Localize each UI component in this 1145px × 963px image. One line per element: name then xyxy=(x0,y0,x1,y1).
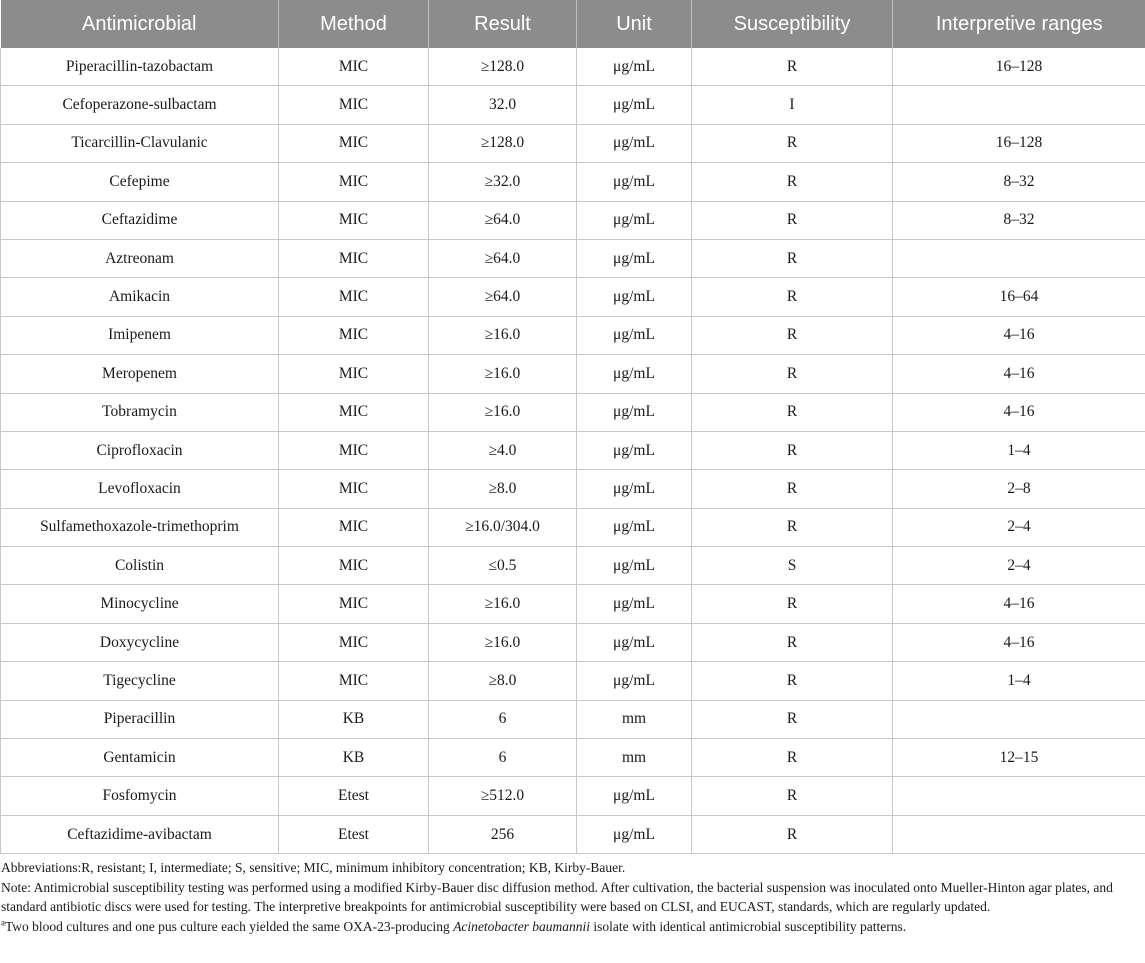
table-row xyxy=(1,739,1145,777)
result-cell: ≥512.0 xyxy=(429,777,577,815)
result-cell: ≥16.0 xyxy=(429,316,577,354)
method-cell: KB xyxy=(279,739,429,777)
table-body xyxy=(1,48,1145,854)
footnote-text-before: Two blood cultures and one pus culture each yielded the same OXA-23-producing xyxy=(5,918,454,934)
interpretive-range-cell xyxy=(893,239,1145,277)
result-cell: 32.0 xyxy=(429,86,577,124)
susceptibility-cell: R xyxy=(692,393,893,431)
antimicrobial-cell: Ceftazidime-avibactam xyxy=(1,815,279,853)
antimicrobial-cell: Meropenem xyxy=(1,355,279,393)
result-cell: ≥16.0 xyxy=(429,623,577,661)
table-row xyxy=(1,355,1145,393)
susceptibility-cell: I xyxy=(692,86,893,124)
unit-cell: μg/mL xyxy=(577,239,692,277)
unit-cell: μg/mL xyxy=(577,662,692,700)
susceptibility-cell: R xyxy=(692,163,893,201)
method-cell: MIC xyxy=(279,585,429,623)
header-method: Method xyxy=(279,0,429,48)
antimicrobial-cell: Piperacillin-tazobactam xyxy=(1,48,279,86)
result-cell: ≥8.0 xyxy=(429,662,577,700)
susceptibility-cell: R xyxy=(692,201,893,239)
table-row xyxy=(1,124,1145,162)
table-row xyxy=(1,239,1145,277)
interpretive-range-cell: 4–16 xyxy=(893,623,1145,661)
method-cell: MIC xyxy=(279,163,429,201)
unit-cell: μg/mL xyxy=(577,201,692,239)
method-cell: MIC xyxy=(279,124,429,162)
antimicrobial-cell: Amikacin xyxy=(1,278,279,316)
interpretive-range-cell: 2–8 xyxy=(893,470,1145,508)
method-cell: MIC xyxy=(279,48,429,86)
result-cell: ≥16.0 xyxy=(429,393,577,431)
method-cell: MIC xyxy=(279,547,429,585)
antimicrobial-cell: Doxycycline xyxy=(1,623,279,661)
susceptibility-cell: R xyxy=(692,700,893,738)
interpretive-range-cell: 4–16 xyxy=(893,393,1145,431)
table-row xyxy=(1,163,1145,201)
unit-cell: μg/mL xyxy=(577,777,692,815)
unit-cell: μg/mL xyxy=(577,355,692,393)
table-row xyxy=(1,508,1145,546)
susceptibility-cell: R xyxy=(692,48,893,86)
unit-cell: μg/mL xyxy=(577,547,692,585)
antimicrobial-cell: Fosfomycin xyxy=(1,777,279,815)
interpretive-range-cell xyxy=(893,86,1145,124)
table-header xyxy=(1,0,1145,48)
method-cell: MIC xyxy=(279,393,429,431)
interpretive-range-cell xyxy=(893,700,1145,738)
unit-cell: μg/mL xyxy=(577,623,692,661)
interpretive-range-cell: 12–15 xyxy=(893,739,1145,777)
susceptibility-cell: S xyxy=(692,547,893,585)
unit-cell: μg/mL xyxy=(577,48,692,86)
method-cell: MIC xyxy=(279,355,429,393)
table-row xyxy=(1,48,1145,86)
table-row xyxy=(1,700,1145,738)
table-row xyxy=(1,623,1145,661)
interpretive-range-cell: 2–4 xyxy=(893,508,1145,546)
antimicrobial-cell: Gentamicin xyxy=(1,739,279,777)
susceptibility-cell: R xyxy=(692,316,893,354)
header-antimicrobial: Antimicrobial xyxy=(1,0,279,48)
interpretive-range-cell: 4–16 xyxy=(893,355,1145,393)
method-cell: MIC xyxy=(279,239,429,277)
susceptibility-cell: R xyxy=(692,355,893,393)
interpretive-range-cell: 8–32 xyxy=(893,163,1145,201)
method-cell: KB xyxy=(279,700,429,738)
result-cell: ≥32.0 xyxy=(429,163,577,201)
table-row xyxy=(1,662,1145,700)
table-row xyxy=(1,86,1145,124)
result-cell: ≥128.0 xyxy=(429,48,577,86)
method-cell: MIC xyxy=(279,86,429,124)
unit-cell: μg/mL xyxy=(577,470,692,508)
susceptibility-cell: R xyxy=(692,585,893,623)
method-cell: MIC xyxy=(279,662,429,700)
method-cell: MIC xyxy=(279,470,429,508)
unit-cell: mm xyxy=(577,700,692,738)
antimicrobial-cell: Cefoperazone-sulbactam xyxy=(1,86,279,124)
susceptibility-cell: R xyxy=(692,623,893,661)
table-row xyxy=(1,470,1145,508)
interpretive-range-cell: 16–128 xyxy=(893,48,1145,86)
susceptibility-cell: R xyxy=(692,431,893,469)
method-cell: MIC xyxy=(279,431,429,469)
interpretive-range-cell: 4–16 xyxy=(893,316,1145,354)
antimicrobial-cell: Ciprofloxacin xyxy=(1,431,279,469)
interpretive-range-cell: 8–32 xyxy=(893,201,1145,239)
result-cell: ≥64.0 xyxy=(429,278,577,316)
result-cell: ≥128.0 xyxy=(429,124,577,162)
result-cell: ≥16.0/304.0 xyxy=(429,508,577,546)
footnote-marker: a xyxy=(1,917,5,927)
result-cell: ≥16.0 xyxy=(429,355,577,393)
interpretive-range-cell: 1–4 xyxy=(893,662,1145,700)
unit-cell: μg/mL xyxy=(577,393,692,431)
interpretive-range-cell: 2–4 xyxy=(893,547,1145,585)
interpretive-range-cell xyxy=(893,777,1145,815)
antimicrobial-cell: Cefepime xyxy=(1,163,279,201)
table-row xyxy=(1,777,1145,815)
method-cell: MIC xyxy=(279,316,429,354)
interpretive-range-cell xyxy=(893,815,1145,853)
method-cell: Etest xyxy=(279,815,429,853)
susceptibility-cell: R xyxy=(692,662,893,700)
header-result: Result xyxy=(429,0,577,48)
antimicrobial-cell: Imipenem xyxy=(1,316,279,354)
result-cell: 256 xyxy=(429,815,577,853)
antimicrobial-cell: Ceftazidime xyxy=(1,201,279,239)
footnote xyxy=(1,917,1139,937)
table-row xyxy=(1,815,1145,853)
header-susceptibility: Susceptibility xyxy=(692,0,893,48)
method-cell: MIC xyxy=(279,623,429,661)
antimicrobial-cell: Levofloxacin xyxy=(1,470,279,508)
result-cell: ≥64.0 xyxy=(429,201,577,239)
susceptibility-cell: R xyxy=(692,278,893,316)
table-row xyxy=(1,585,1145,623)
unit-cell: μg/mL xyxy=(577,316,692,354)
result-cell: ≥4.0 xyxy=(429,431,577,469)
unit-cell: μg/mL xyxy=(577,86,692,124)
result-cell: 6 xyxy=(429,700,577,738)
susceptibility-cell: R xyxy=(692,470,893,508)
susceptibility-cell: R xyxy=(692,739,893,777)
antimicrobial-cell: Sulfamethoxazole-trimethoprim xyxy=(1,508,279,546)
antimicrobial-cell: Tobramycin xyxy=(1,393,279,431)
unit-cell: μg/mL xyxy=(577,278,692,316)
header-row xyxy=(1,0,1145,48)
unit-cell: μg/mL xyxy=(577,431,692,469)
table-row xyxy=(1,316,1145,354)
footnote-organism: Acinetobacter baumannii xyxy=(453,918,591,934)
method-cell: MIC xyxy=(279,201,429,239)
antimicrobial-cell: Tigecycline xyxy=(1,662,279,700)
method-cell: MIC xyxy=(279,278,429,316)
table-row xyxy=(1,201,1145,239)
table-row xyxy=(1,393,1145,431)
result-cell: ≥64.0 xyxy=(429,239,577,277)
antimicrobial-cell: Minocycline xyxy=(1,585,279,623)
susceptibility-cell: R xyxy=(692,777,893,815)
header-unit: Unit xyxy=(577,0,692,48)
method-cell: Etest xyxy=(279,777,429,815)
antimicrobial-cell: Piperacillin xyxy=(1,700,279,738)
antimicrobial-cell: Ticarcillin-Clavulanic xyxy=(1,124,279,162)
antimicrobial-cell: Colistin xyxy=(1,547,279,585)
table-notes xyxy=(1,858,1139,936)
interpretive-range-cell: 16–128 xyxy=(893,124,1145,162)
susceptibility-cell: R xyxy=(692,508,893,546)
unit-cell: μg/mL xyxy=(577,124,692,162)
result-cell: ≥16.0 xyxy=(429,585,577,623)
result-cell: ≤0.5 xyxy=(429,547,577,585)
header-interpretive-ranges: Interpretive ranges xyxy=(893,0,1145,48)
susceptibility-cell: R xyxy=(692,239,893,277)
antimicrobial-cell: Aztreonam xyxy=(1,239,279,277)
unit-cell: mm xyxy=(577,739,692,777)
unit-cell: μg/mL xyxy=(577,163,692,201)
table-row xyxy=(1,547,1145,585)
method-note: Note: Antimicrobial susceptibility testing was performed using a modified Kirby-Bauer disc diffusion method. After cultivation, the bacterial suspension was inoculated onto Mueller-Hinton agar plates, and standard antibiotic discs were used for testing. The interpretive breakpoints for antimicrobial susceptibility were based on CLSI, and EUCAST, standards, which are regularly updated. xyxy=(1,879,1113,914)
result-cell: ≥8.0 xyxy=(429,470,577,508)
interpretive-range-cell: 16–64 xyxy=(893,278,1145,316)
method-cell: MIC xyxy=(279,508,429,546)
abbreviations-note: Abbreviations:R, resistant; I, intermediate; S, sensitive; MIC, minimum inhibitory concentration; KB, Kirby-Bauer. xyxy=(1,860,626,875)
interpretive-range-cell: 1–4 xyxy=(893,431,1145,469)
susceptibility-cell: R xyxy=(692,815,893,853)
interpretive-range-cell: 4–16 xyxy=(893,585,1145,623)
susceptibility-cell: R xyxy=(692,124,893,162)
unit-cell: μg/mL xyxy=(577,508,692,546)
unit-cell: μg/mL xyxy=(577,815,692,853)
unit-cell: μg/mL xyxy=(577,585,692,623)
table-row xyxy=(1,278,1145,316)
footnote-text-after: isolate with identical antimicrobial susceptibility patterns. xyxy=(590,918,907,934)
result-cell: 6 xyxy=(429,739,577,777)
table-row xyxy=(1,431,1145,469)
